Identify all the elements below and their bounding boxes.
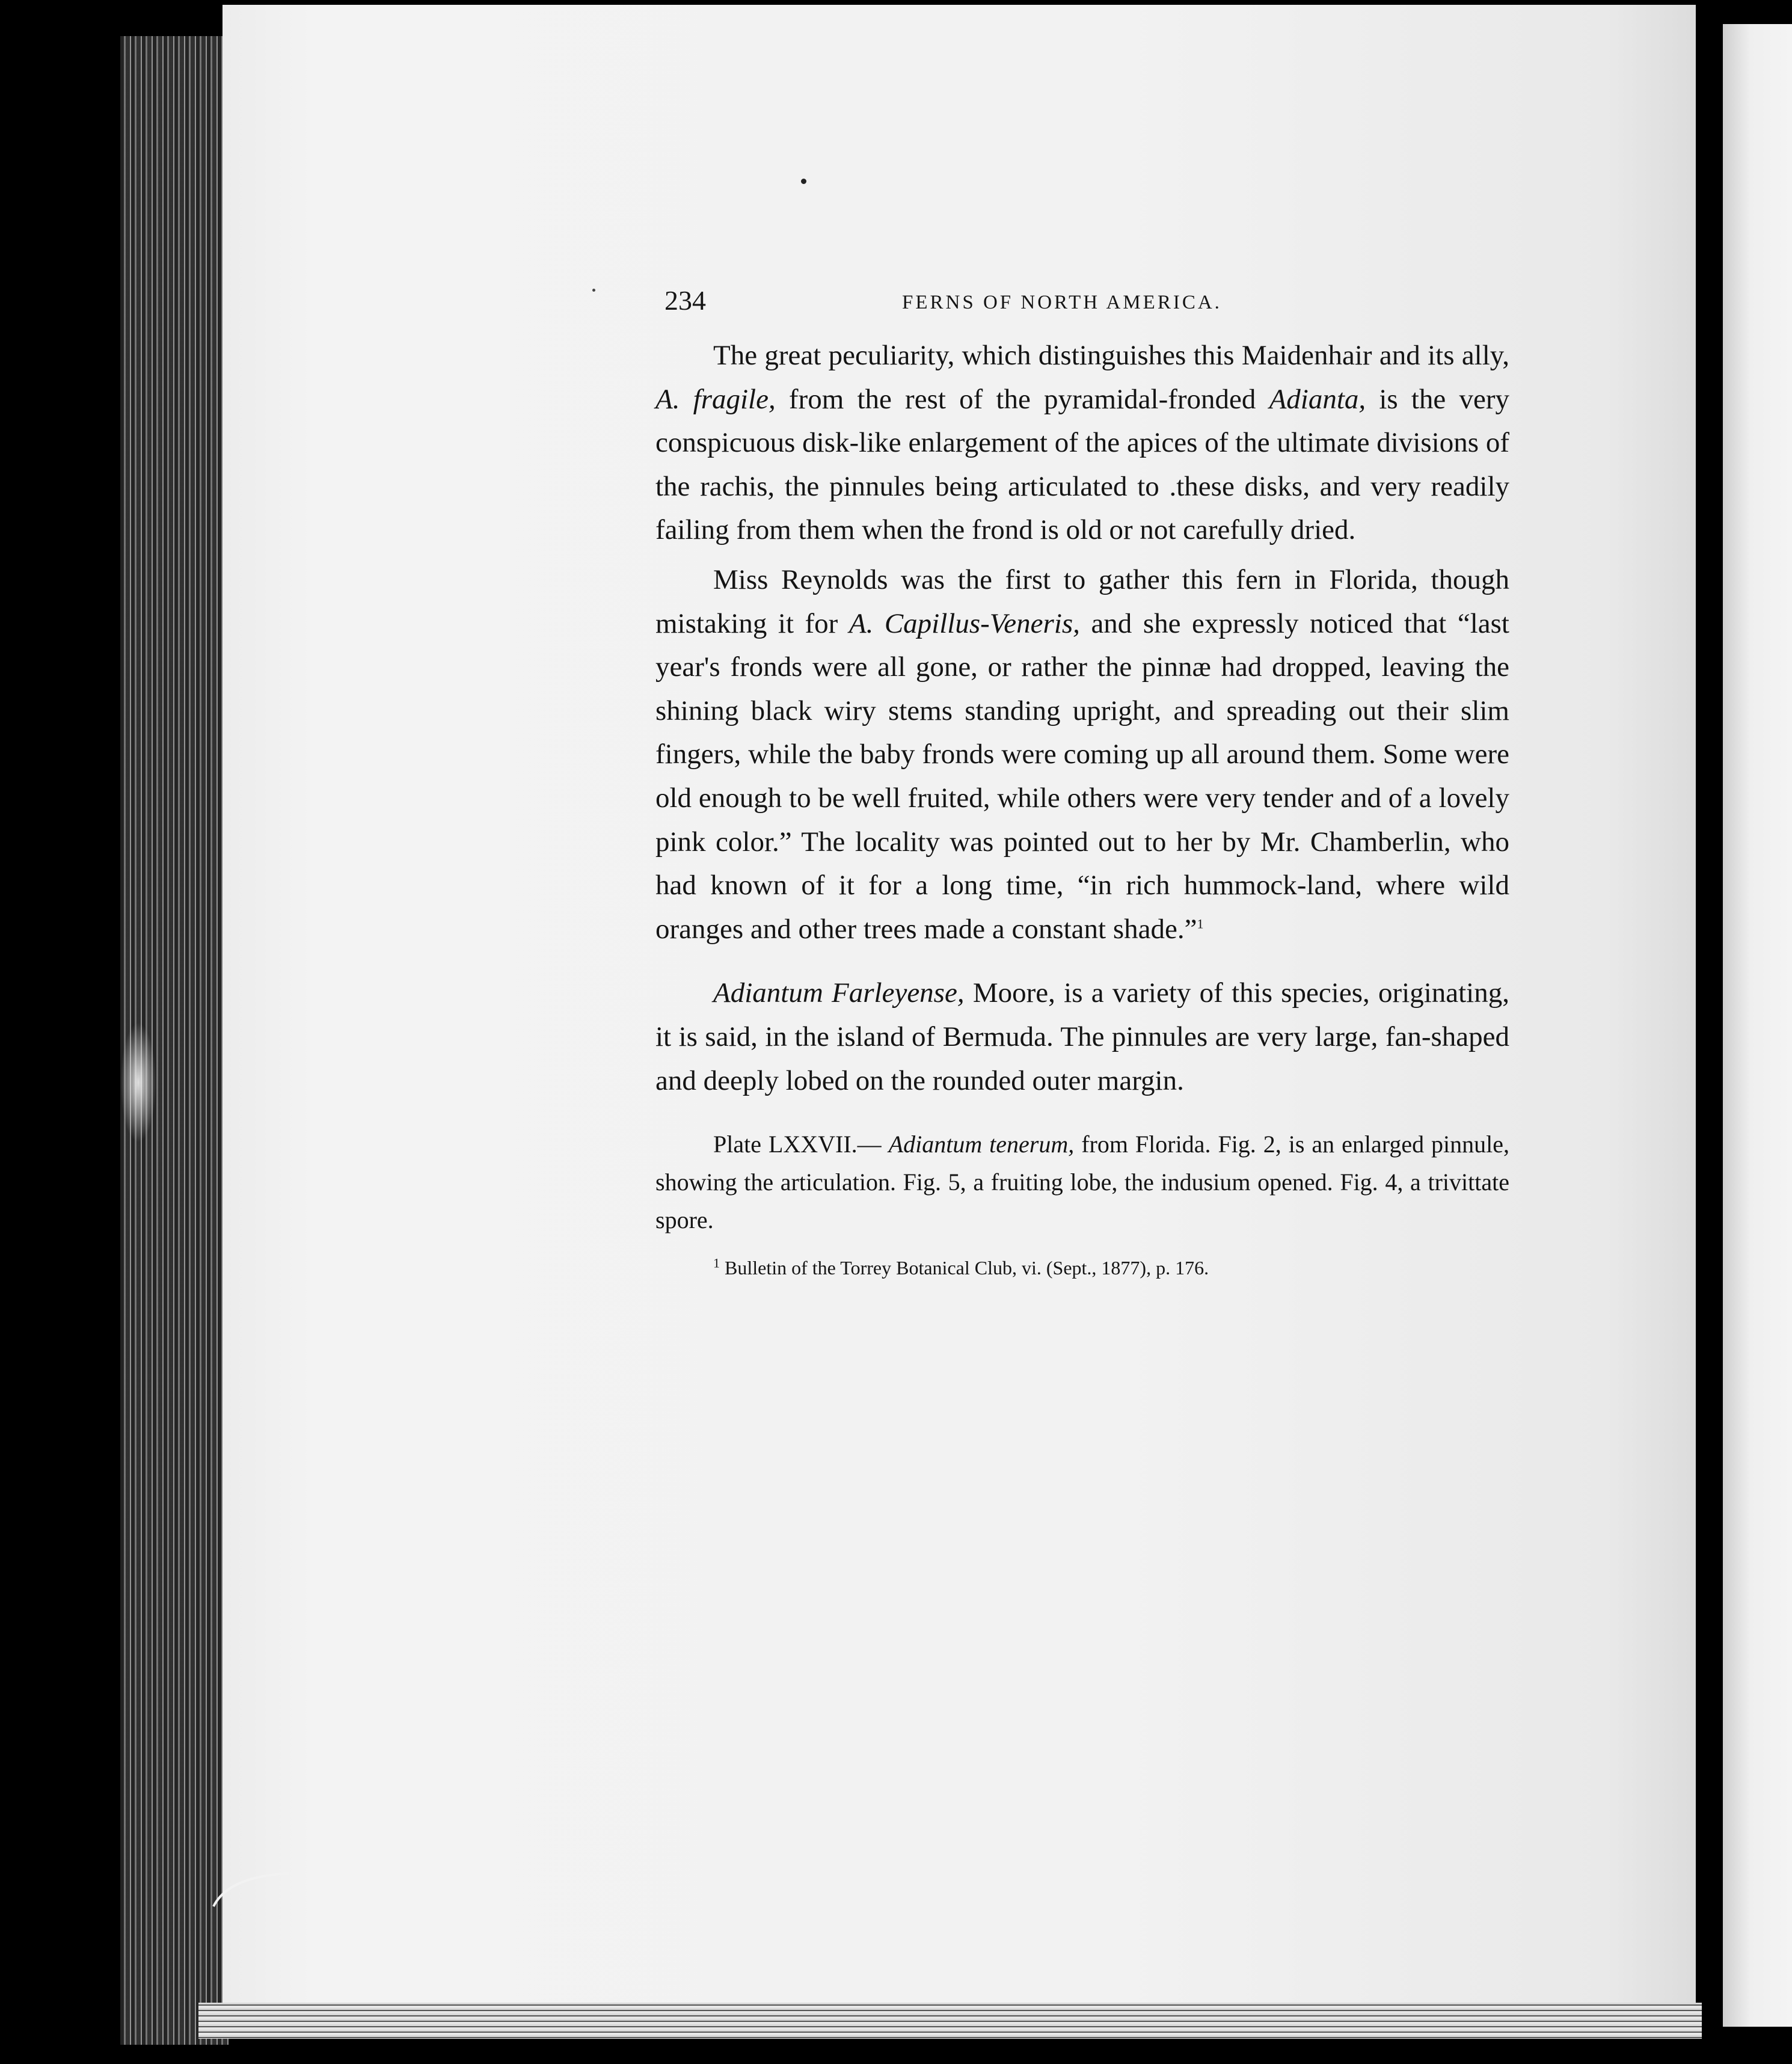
paragraph <box>655 334 1509 552</box>
paragraph <box>655 971 1509 1102</box>
italic-taxon: A. Capillus-Veneris, <box>848 607 1080 639</box>
text-run: The great peculiarity, which distinguishes this Maidenhair and its ally, <box>713 340 1509 371</box>
edge-glare <box>120 1022 156 1143</box>
text-run: from the rest of the pyramidal-fronded <box>775 383 1269 415</box>
page-number: 234 <box>664 285 706 316</box>
italic-taxon: Adiantum Farleyense, <box>713 977 965 1009</box>
bottom-page-edges <box>198 2003 1702 2039</box>
plate-caption <box>655 1125 1509 1239</box>
footnote-mark: 1 <box>713 1255 720 1271</box>
footnote-reference: 1 <box>1197 916 1204 932</box>
page-text <box>655 334 1509 1282</box>
italic-taxon: Adianta, <box>1269 383 1366 415</box>
italic-taxon: A. fragile, <box>655 383 776 415</box>
ink-speck <box>592 289 595 292</box>
ink-speck <box>801 179 806 184</box>
text-run: Miss Reynolds was the first to gather this fern in Florida, though mistaking it for <box>655 564 1509 639</box>
footnote <box>655 1253 1509 1282</box>
text-run: is the very conspicuous disk-like enlargement of the apices of the ultimate divisions of the rachis, the pinnules being articulated to .these disks, and very readily failing from them when the frond is old or not carefully dried. <box>655 383 1509 546</box>
paper-curl-mark <box>210 1864 295 1912</box>
text-run: and she expressly noticed that “last year's fronds were all gone, or rather the pinnæ had dropped, leaving the shining black wiry stems standing upright, and spreading out their slim fingers, while the baby fronds were coming up all around them. Some were old enough to be well fruited, while others were very tender and of a lovely pink color.” The locality was pointed out to her by Mr. Chamberlin, who had known of it for a long time, “in rich hummock-land, where wild oranges and other trees made a constant shade.” <box>655 607 1509 945</box>
text-run: Plate LXXVII.— <box>713 1131 889 1158</box>
text-run: Moore, is a variety of this species, originating, it is said, in the island of Bermuda. The pinnules are very large, fan-shaped and deeply lobed on the rounded outer margin. <box>655 977 1509 1096</box>
text-run: from Florida. Fig. 2, is an enlarged pinnule, showing the articulation. Fig. 5, a fruiting lobe, the indusium opened. Fig. 4, a trivittate spore. <box>655 1131 1510 1234</box>
page-header <box>664 283 1284 319</box>
facing-page-edge <box>1723 24 1792 2027</box>
paragraph <box>655 558 1509 951</box>
footnote-text: Bulletin of the Torrey Botanical Club, vi. (Sept., 1877), p. 176. <box>720 1257 1209 1279</box>
running-head: FERNS OF NORTH AMERICA. <box>902 292 1222 313</box>
italic-taxon: Adiantum tenerum, <box>888 1131 1075 1158</box>
